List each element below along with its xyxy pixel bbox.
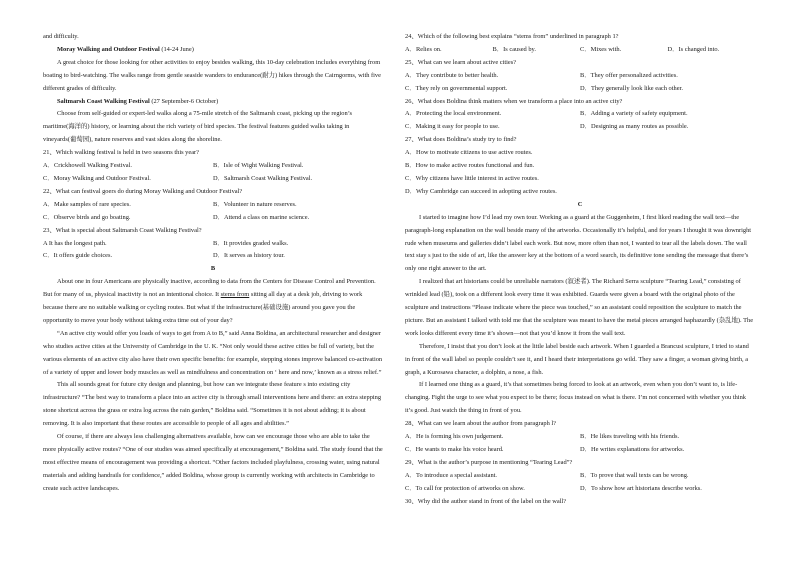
options-26 [405, 108, 755, 121]
right-column [405, 31, 755, 509]
passage-c-paragraph-4: If I learned one thing as a guard, it’s that sometimes being forced to look at an artwork, even when you don’t want to, is life-changing. Fight the urge to see what you expect to be there; focus instead on what is there. I’m not concerned with whether you think it’s good. Just watch the thing in front of you. [405, 381, 746, 415]
option-c[interactable]: C．Moray Walking and Outdoor Festival. [43, 174, 151, 182]
festival-title: Saltmarsh Coast Walking Festival [57, 97, 150, 105]
option-b[interactable]: B．Volunteer in nature reserves. [213, 200, 297, 208]
option-a[interactable]: A．They contribute to better health. [405, 71, 499, 79]
paragraph-text: sitting all day at a desk job, driving to work because there are no suitable walking or cycling routes. But what if the infrastructure(基础设施) around you gave you the opportunity to move your body without taking extra time out of your day? [43, 291, 363, 324]
option-c[interactable]: C．It offers guide choices. [43, 252, 113, 260]
question-29: 29、What is the author’s purpose in mentioning “Tearing Lead”? [405, 458, 573, 466]
option-a[interactable]: A．Relies on. [405, 45, 442, 53]
text-line: and difficulty. [43, 33, 79, 40]
option-d[interactable]: D．Is changed into. [667, 45, 720, 53]
option-b[interactable]: B．Is caused by. [492, 45, 536, 53]
options-29 [405, 483, 755, 496]
option-a[interactable]: A．How to motivate citizens to use active routes. [405, 149, 533, 157]
question-28: 28、What can we learn about the author from paragraph l? [405, 420, 557, 428]
underlined-phrase: stems from [220, 291, 250, 299]
option-b[interactable]: B．How to make active routes functional and fun. [405, 162, 535, 170]
question-23: 23、What is special about Saltmarsh Coast Walking Festival? [43, 226, 202, 234]
paragraph-text: About one in four Americans are physically inactive, according to data from the Centers for Disease Control and Prevention. But for many of us, physical inactivity is not an intentional choice. It [43, 278, 376, 299]
passage-b-paragraph-4: Of course, if there are always less challenging alternatives available, how can we encourage those who are able to take the more physically active routes? “One of our studies was aimed specifically at encouragement,” Boldina said. The study found that the most effective means of encouragement was providing a shortcut. “Other factors included playfulness, crossing water, using natural materials and adding handrails for confidence,” added Boldina, whose group is currently working with architects in Cambridge to create such active landscapes. [43, 433, 383, 492]
festival-date: (14-24 June) [159, 45, 194, 53]
option-d[interactable]: D．Saltmarsh Coast Walking Festival. [213, 174, 313, 182]
festival-heading-moray [43, 44, 383, 57]
passage-c-paragraph-1: I started to imagine how I’d lead my own tour. Working as a guard at the Guggenheim, I first liked reading the wall text—the paragraph-long explanation on the wall beside many of the artworks. Occasionally it’s helpful, and for years I thought it was downright rude when museums and galleries didn’t label each work. But now, more often than not, I wanted to tear all the labels down. The wall text stay s just to the side of art, like the answer key at the bottom of a word search, its definitive tone sending the message that there’s only one right answer to the art. [405, 213, 752, 273]
option-c[interactable]: C．He wants to make his voice heard. [405, 446, 504, 453]
question-26: 26、What does Boldina think matters when we transform a place into an active city? [405, 97, 623, 105]
options-26 [405, 121, 755, 134]
option-a[interactable]: A．He is forming his own judgement. [405, 433, 504, 441]
section-c-heading: C [577, 200, 583, 208]
option-c[interactable]: C．Observe birds and go boating. [43, 213, 131, 221]
section-b-heading: B [210, 265, 216, 273]
festival-description-moray: A great choice for those looking for other activities to enjoy besides walking, this 10-day celebration includes everything from boating to bird-watching. The walks range from gentle seaside wanders to endurance(耐力) hikes through the Cairngorms, with five different grades of difficulty. [43, 58, 381, 92]
option-b[interactable]: B．Adding a variety of safety equipment. [580, 110, 688, 118]
option-d[interactable]: D．To show how art historians describe works. [580, 484, 702, 492]
options-22 [43, 199, 383, 212]
options-21 [43, 160, 383, 173]
festival-date: (27 September-6 October) [149, 97, 219, 105]
option-d[interactable]: D．They generally look like each other. [580, 84, 683, 92]
question-30: 30、Why did the author stand in front of the label on the wall? [405, 497, 567, 505]
option-d[interactable]: D．Attend a class on marine science. [213, 213, 310, 221]
option-c[interactable]: C．Making it easy for people to use. [405, 123, 500, 131]
question-24: 24、Which of the following best explains “stems from” underlined in paragraph 1? [405, 33, 619, 40]
options-21 [43, 173, 383, 186]
options-28 [405, 431, 755, 444]
options-23 [43, 238, 383, 251]
options-23 [43, 250, 383, 263]
festival-description-saltmarsh: Choose from self-guided or expert-led walks along a 75-mile stretch of the Saltmarsh coast, picking up the region’s maritime(海洋的) history, or learning about the rich variety of bird species. The festival features guided walks taking in vineyards(葡萄园), nature reserves and vast skies along the shoreline. [43, 110, 352, 144]
option-b[interactable]: B．To prove that wall texts can be wrong. [580, 471, 689, 479]
option-a[interactable]: A．Crickhowell Walking Festival. [43, 162, 133, 170]
options-25 [405, 83, 755, 96]
question-27: 27、What does Boldina’s study try to find? [405, 136, 517, 144]
options-25 [405, 70, 755, 83]
passage-c-paragraph-3: Therefore, I insist that you don’t look at the little label beside each artwork. When I guarded a Brancusi sculpture, I tried to stand in front of the wall label so people couldn’t see it, and I heard their interpretations go wild. They saw a finger, a woman giving birth, a graph, a Kurosawa character, a dolphin, a nose, a fish. [405, 342, 749, 376]
options-28 [405, 444, 755, 457]
festival-title: Moray Walking and Outdoor Festival [57, 45, 160, 53]
option-c[interactable]: C．They rely on governmental support. [405, 84, 508, 92]
option-a[interactable]: A．Make samples of rare species. [43, 200, 131, 208]
option-a[interactable]: A It has the longest path. [43, 239, 107, 247]
option-d[interactable]: D．Why Cambridge can succeed in adopting active routes. [405, 187, 557, 195]
options-29 [405, 470, 755, 483]
passage-b-paragraph-2: “An active city would offer you loads of ways to get from A to B,” said Anna Boldina, an architectural researcher and designer who studies active cities at the University of Cambridge in the U. K. “Not only would these active cities be full of variety, but the various elements of an active city also have their own specific benefits: for example, stepping stones improve balanced co-activation of a variety of upper and lower body muscles as well as mindfulness and concentration on ‘ here and now,’ known as a stress relief.” [43, 329, 383, 376]
option-b[interactable]: B．They offer personalized activities. [580, 71, 678, 79]
option-d[interactable]: D．He writes explanations for artworks. [580, 446, 685, 453]
passage-b-paragraph-3: This all sounds great for future city design and planning, but how can we integrate these feature s into existing city infrastructure? “The best way to transform a place into an active city is through small interventions here and there: an extra stepping stone shortcut across the grass or extra log across the rain garden,” Boldina said. “Sometimes it is not about adding; it is about removing. It is also important that these routes are accessible to people of all ages and abilities.” [43, 381, 382, 428]
festival-heading-saltmarsh [43, 96, 383, 109]
option-b[interactable]: B．Isle of Wight Walking Festival. [213, 162, 304, 170]
passage-c-paragraph-2: I realized that art historians could be unreliable narrators (叙述者). The Richard Serra sculpture “Tearing Lead,” consisting of wrinkled lead (铅), took on a different look every time it was exhibited. Guards were given a board with the original photo of the sculpture and instructions “Please indicate where the piece was touched,” so an assistant could reposition the sculpture to match the picture. But an assistant I talked with told me that the sculpture was meant to have the metal pieces arranged haphazardly (杂乱地). The work looks different every time it’s shown—not that you’d know it from the wall text. [405, 278, 754, 337]
question-22: 22、What can festival goers do during Moray Walking and Outdoor Festival? [43, 187, 243, 195]
passage-b-paragraph-1 [43, 276, 383, 328]
option-d[interactable]: D．Designing as many routes as possible. [580, 123, 689, 131]
left-column [43, 31, 383, 496]
option-b[interactable]: B．It provides graded walks. [213, 239, 289, 247]
question-21: 21、Which walking festival is held in two seasons this year? [43, 149, 200, 157]
options-24 [405, 44, 755, 57]
option-c[interactable]: C．Mixes with. [580, 45, 622, 53]
option-c[interactable]: C．Why citizens have little interest in active routes. [405, 174, 539, 182]
question-25: 25、What can we learn about active cities? [405, 58, 517, 66]
option-c[interactable]: C．To call for protection of artworks on show. [405, 484, 525, 492]
option-a[interactable]: A．Protecting the local environment. [405, 110, 502, 118]
option-d[interactable]: D．It serves as history tour. [213, 252, 285, 260]
option-a[interactable]: A．To introduce a special assistant. [405, 471, 498, 479]
option-b[interactable]: B．He likes traveling with his friends. [580, 433, 680, 441]
options-22 [43, 212, 383, 225]
